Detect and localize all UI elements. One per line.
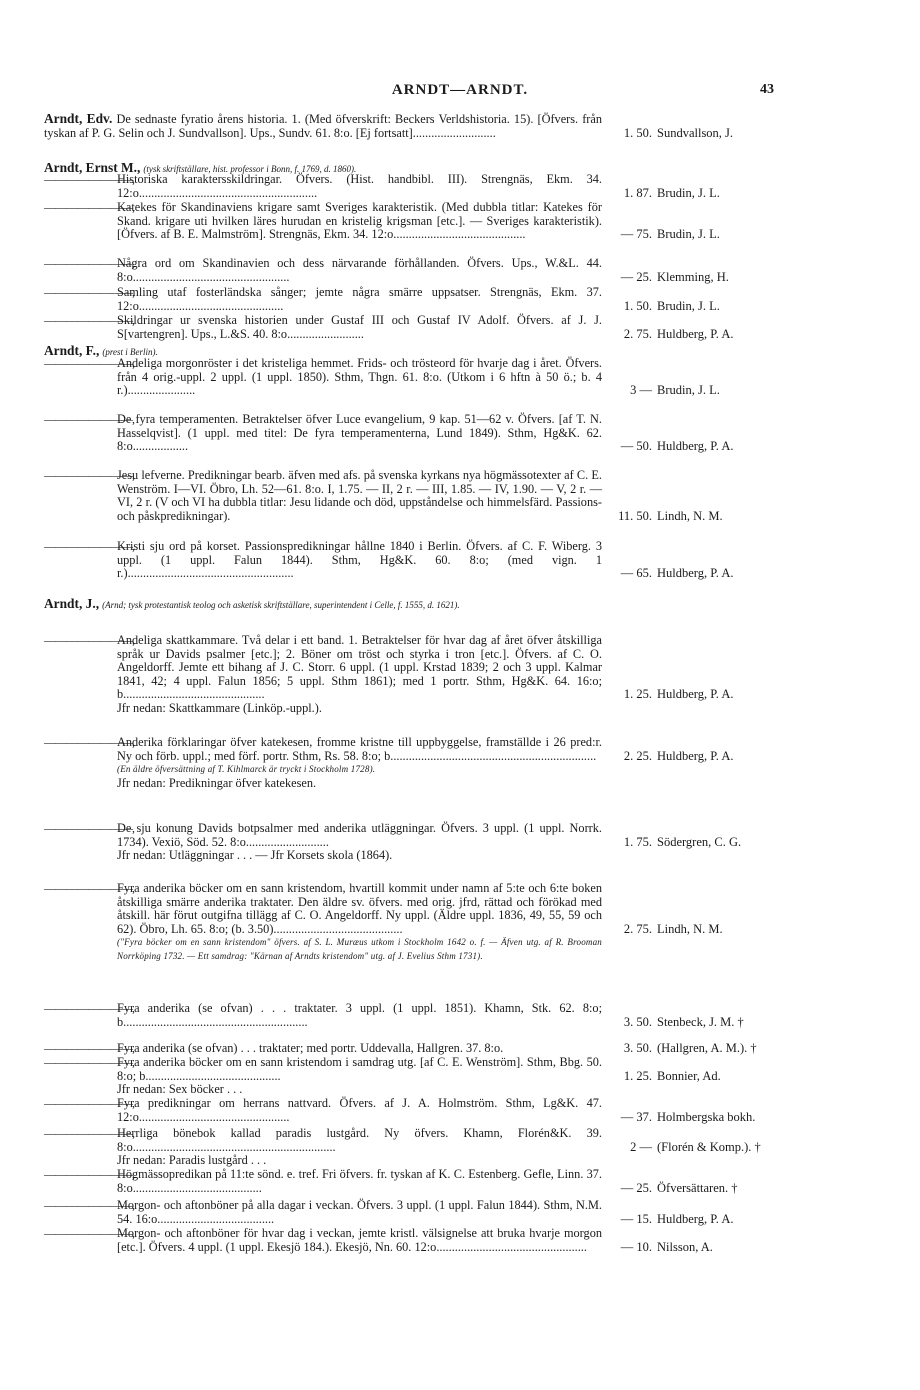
publisher: Huldberg, P. A. [657, 326, 734, 341]
entry-text [117, 286, 602, 313]
ditto-dash: ————————, [44, 881, 134, 895]
author-name: Arndt, J., [44, 596, 100, 611]
author-note: (tysk skriftställare, hist. professor i Bonn, f. 1769, d. 1860). [143, 164, 357, 174]
page-number: 43 [760, 82, 774, 97]
publisher: Brudin, J. L. [657, 298, 720, 313]
cross-reference: Jfr nedan: Skattkammare (Linköp.-uppl.). [117, 700, 322, 715]
entry-text [117, 634, 602, 716]
ditto-dash: ————————, [44, 821, 134, 835]
price: 1. 25. [623, 1068, 652, 1083]
price: 1. 25. [623, 687, 652, 702]
publisher: Huldberg, P. A. [657, 439, 734, 454]
entry-text [117, 1168, 602, 1195]
price: 2. 75. [623, 326, 652, 341]
entry-text [117, 1127, 602, 1168]
author-name: Arndt, Ernst M., [44, 160, 141, 175]
publisher: (Hallgren, A. M.). † [657, 1041, 757, 1055]
ditto-dash: ————————, [44, 633, 134, 647]
ditto-dash: ————————, [44, 1055, 134, 1069]
entry-text [117, 1199, 602, 1226]
price: — 10. [620, 1239, 652, 1254]
ditto-dash: ————————, [44, 412, 134, 426]
publisher: Lindh, N. M. [657, 508, 723, 523]
entry-body: Morgon- och aftonböner på alla dagar i veckan. Öfvers. 3 uppl. (1 uppl. Falun 1844). Sthm, N.M. 54. 16:o...................................... [117, 1198, 602, 1226]
ditto-dash: ————————, [44, 1126, 134, 1140]
edition-note: (En äldre öfversättning af T. Kihlmarck är tryckt i Stockholm 1728). [117, 764, 376, 775]
entry-body: Fyra anderika böcker om en sann kristendom, hvartill kommit under namn af 5:te och 6:te boken åtskilliga smärre anderika traktater. Den äldre sv. öfvers. med orig. jfrd, rättad och förökad med åtskill. här förut outgifna tillägg af C. O. Angeldorff. Ny uppl. (Äldre uppl. 1836, 49, 55, 59 och 62). Öbro, Lh. 65. 8:o; (b. 3.50).......................................... [117, 881, 602, 936]
entry-text [44, 597, 602, 613]
cross-reference: Jfr nedan: Utläggningar . . . — Jfr Korsets skola (1864). [117, 848, 393, 863]
ditto-dash: ————————, [44, 1001, 134, 1015]
publisher: Holmbergska bokh. [657, 1109, 756, 1124]
entry-text [117, 1002, 602, 1029]
ditto-dash: ————————, [44, 200, 134, 214]
publisher: Klemming, H. [657, 269, 729, 284]
bibliography-entry [0, 1097, 920, 1124]
entry-text [117, 736, 602, 790]
ditto-dash: ————————, [44, 1226, 134, 1240]
entry-body: De sednaste fyratio årens historia. 1. (Med öfverskrift: Beckers Verldshistoria. 15). [Öfvers. från tyskan af P. G. Selin och J. Sundvallson]. Ups., Sundv. 61. 8:o. [Ej fortsatt]........................... [44, 112, 602, 140]
entry-body: Fyra anderika (se ofvan) . . . traktater; med portr. Uddevalla, Hallgren. 37. 8:o. [117, 1041, 504, 1055]
publisher: Södergren, C. G. [657, 834, 742, 849]
bibliography-entry [0, 1002, 920, 1029]
entry-text [117, 882, 602, 964]
bibliography-entry [0, 736, 920, 790]
bibliography-entry [0, 1227, 920, 1254]
ditto-dash: ————————, [44, 735, 134, 749]
bibliography-entry [0, 314, 920, 341]
price: 11. 50. [618, 508, 652, 523]
entry-body: Morgon- och aftonböner för hvar dag i veckan, jemte kristl. välsignelse att bruka hvarje morgon [etc.]. Öfvers. 4 uppl. (1 uppl. Ekesjö 184.). Ekesjö, Nn. 60. 12:o................................................. [117, 1226, 602, 1254]
price: 3. 50. [623, 1014, 652, 1029]
page-header [0, 82, 920, 102]
author-name: Arndt, F., [44, 343, 100, 358]
ditto-dash: ————————, [44, 468, 134, 482]
bibliography-entry [0, 882, 920, 964]
bibliography-entry [0, 173, 920, 200]
ditto-dash: ————————, [44, 256, 134, 270]
entry-text [117, 257, 602, 284]
price: 1. 50. [623, 298, 652, 313]
price: — 25. [620, 269, 652, 284]
entry-text [117, 357, 602, 398]
price: 1. 50. [623, 125, 652, 140]
bibliography-entry [0, 1199, 920, 1226]
entry-body: Samling utaf fosterländska sånger; jemte några smärre uppsatser. Strengnäs, Ekm. 37. 12:o............................................... [117, 285, 602, 313]
author-note: (Arnd; tysk protestantisk teolog och asketisk skriftställare, superintendent i Celle, f. 1555, d. 1621). [102, 600, 460, 610]
entry-text [117, 314, 602, 341]
entry-body: Anderika förklaringar öfver katekesen, fromme kristne till uppbyggelse, framställde i 26 pred:r. Ny och förb. uppl.; med förf. portr. Sthm, Rs. 58. 8:o; b................................................................... [117, 735, 602, 763]
bibliography-entry [0, 1127, 920, 1168]
entry-body: Jesu lefverne. Predikningar bearb. äfven med afs. på svenska kyrkans nya högmässotexter af C. E. Wenström. I—VI. Öbro, Lh. 52—61. 8:o. I, 1.75. — II, 2 r. — III, 1.85. — IV, 1.90. — V, 2 r. — VI, 2 r. (V och VI ha dubbla titlar: Jesu lidande och död, uppståndelse och himmelsfärd. Passions- och påskpredikningar). [117, 468, 602, 523]
ditto-dash: ————————, [44, 1041, 134, 1055]
edition-note: ("Fyra böcker om en sann kristendom" öfvers. af S. L. Muræus utkom i Stockholm 1642 o. f. — Äfven utg. af R. Brooman Norrköping 1732. — Ett samdrag: "Kärnan af Arndts kristendom" utg. af J. Evelius Sthm 1731). [117, 937, 602, 961]
entry-body: Katekes för Skandinaviens krigare samt Sveriges karakteristik. (Med dubbla titlar: Katekes för Skand. krigare uti hvilken läres hurudan en kristelig krigsman [etc.]. — Sveriges karakteristik). [Öfvers. af B. E. Malmström]. Strengnäs, Ekm. 34. 12:o........................................... [117, 200, 602, 242]
entry-body: Historiska karaktersskildringar. Öfvers. (Hist. handbibl. III). Strengnäs, Ekm. 34. 12:o.......................................................... [117, 172, 602, 200]
bibliography-entry [0, 1056, 920, 1097]
publisher: Bonnier, Ad. [657, 1068, 721, 1083]
bibliography-entry [0, 286, 920, 313]
ditto-dash: ————————, [44, 285, 134, 299]
ditto-dash: ————————, [44, 1096, 134, 1110]
bibliography-entry [0, 257, 920, 284]
publisher: Öfversättaren. † [657, 1180, 738, 1195]
bibliography-entry [0, 822, 920, 863]
entry-text [44, 112, 602, 140]
ditto-dash: ————————, [44, 1167, 134, 1181]
cross-reference: Jfr nedan: Paradis lustgård . . . [117, 1153, 267, 1168]
entry-body: Andeliga skattkammare. Två delar i ett band. 1. Betraktelser för hvar dag af året öfver åtskilliga språk ur Davids psalmer [etc.]; 2. Böner om tröst och styrka i tron [etc.]. Öfvers. af C. O. Angeldorff. Jemte ett bihang af J. C. Storr. 6 uppl. (1 uppl. Krstad 1839; 2 och 3 uppl. Kalmar 1841, 42; 4 uppl. Falun 1856; 5 uppl. Sthm 1861); med 1 portr. Sthm, Hg&K. 64. 16:o; b.............................................. [117, 633, 602, 702]
price: 3 — [630, 383, 652, 398]
bibliography-entry [0, 469, 920, 523]
bibliography-entry [0, 634, 920, 716]
publisher: Brudin, J. L. [657, 227, 720, 242]
price: 1. 75. [623, 834, 652, 849]
author-name: Arndt, Edv. [44, 111, 113, 126]
publisher: Huldberg, P. A. [657, 748, 734, 763]
ditto-dash: ————————, [44, 356, 134, 370]
price: — 50. [620, 439, 652, 454]
entry-body: Fyra anderika böcker om en sann kristendom i samdrag utg. [af C. E. Wenström]. Sthm, Bbg. 50. 8:o; b............................................ [117, 1055, 602, 1083]
entry-text [117, 1056, 602, 1097]
price: — 65. [620, 566, 652, 581]
price: — 15. [620, 1211, 652, 1226]
price: — 75. [620, 227, 652, 242]
bibliography-entry [0, 1042, 920, 1056]
entry-text [117, 1227, 602, 1254]
publisher: (Florén & Komp.). † [657, 1139, 761, 1154]
ditto-dash: ————————, [44, 313, 134, 327]
entry-body: De fyra temperamenten. Betraktelser öfver Luce evangelium, 9 kap. 51—62 v. Öfvers. [af T. N. Hasselqvist]. (1 uppl. med titel: De fyra temperamenterna, Lund 1849). Sthm, Hg&K. 62. 8:o.................. [117, 412, 602, 454]
bibliography-entry [0, 540, 920, 581]
publisher: Huldberg, P. A. [657, 1211, 734, 1226]
ditto-dash: ————————, [44, 172, 134, 186]
bibliography-entry [0, 1168, 920, 1195]
bibliography-entry [0, 413, 920, 454]
price: 2 — [630, 1139, 652, 1154]
entry-text [117, 201, 602, 242]
running-title: ARNDT—ARNDT. [391, 82, 529, 98]
publisher: Huldberg, P. A. [657, 687, 734, 702]
entry-text [117, 540, 602, 581]
entry-text [117, 822, 602, 863]
cross-reference: Jfr nedan: Predikningar öfver katekesen. [117, 775, 317, 790]
entry-text [117, 173, 602, 200]
publisher: Lindh, N. M. [657, 921, 723, 936]
author-note: (prest i Berlin). [102, 347, 158, 357]
price: 2. 75. [623, 921, 652, 936]
publisher: Stenbeck, J. M. † [657, 1014, 744, 1029]
bibliography-entry [0, 357, 920, 398]
entry-body: Fyra predikningar om herrans nattvard. Öfvers. af J. A. Holmström. Sthm, Lg&K. 47. 12:o................................................. [117, 1096, 602, 1124]
ditto-dash: ————————, [44, 539, 134, 553]
entry-text [117, 413, 602, 454]
publisher: Huldberg, P. A. [657, 566, 734, 581]
entry-body: Herrliga bönebok kallad paradis lustgård. Ny öfvers. Khamn, Florén&K. 39. 8:o.................................................................. [117, 1126, 602, 1154]
bibliography-entry [0, 201, 920, 242]
entry-body: Fyra anderika (se ofvan) . . . traktater. 3 uppl. (1 uppl. 1851). Khamn, Stk. 62. 8:o; b............................................................ [117, 1001, 602, 1029]
publisher: Brudin, J. L. [657, 185, 720, 200]
entry-text [117, 469, 602, 523]
entry-body: Högmässopredikan på 11:te sönd. e. tref. Fri öfvers. fr. tyskan af K. C. Estenberg. Gefle, Linn. 37. 8:o.......................................... [117, 1167, 602, 1195]
price: — 25. [620, 1180, 652, 1195]
entry-body: Andeliga morgonröster i det kristeliga hemmet. Frids- och tröstеord för hvarje dag i året. Öfvers. från 4 orig.-uppl. 2 uppl. (1 uppl. 1850). Sthm, Thgn. 61. 8:o. (Utkom i 6 hftn à 50 ö.; b. 4 r.)...................... [117, 356, 602, 398]
price: 1. 87. [623, 185, 652, 200]
price: 3. 50. [623, 1041, 652, 1055]
publisher: Brudin, J. L. [657, 383, 720, 398]
entry-body: Några ord om Skandinavien och dess närvarande förhållanden. Öfvers. Ups., W.&L. 44. 8:o................................................... [117, 256, 602, 284]
price: 2. 25. [623, 748, 652, 763]
ditto-dash: ————————, [44, 1198, 134, 1212]
author-heading [0, 112, 920, 140]
publisher: Nilsson, A. [657, 1239, 713, 1254]
author-heading [0, 597, 920, 613]
entry-body: Kristi sju ord på korset. Passionspredikningar hållne 1840 i Berlin. Öfvers. af C. F. Wiberg. 3 uppl. (1 uppl. Falun 1844). Sthm, Hg&K. 60. 8:o; (med vign. 1 r.)...................................................... [117, 539, 602, 581]
price: — 37. [620, 1109, 652, 1124]
entry-text [117, 1097, 602, 1124]
publisher: Sundvallson, J. [657, 125, 734, 140]
cross-reference: Jfr nedan: Sex böcker . . . [117, 1082, 243, 1097]
entry-body: De sju konung Davids botpsalmer med anderika utläggningar. Öfvers. 3 uppl. (1 uppl. Norrk. 1734). Vexiö, Söd. 52. 8:o........................... [117, 821, 602, 849]
entry-text [117, 1042, 602, 1056]
entry-body: Skildringar ur svenska historien under Gustaf III och Gustaf IV Adolf. Öfvers. af J. J. S[vartengren]. Ups., L.&S. 40. 8:o......................... [117, 313, 602, 341]
